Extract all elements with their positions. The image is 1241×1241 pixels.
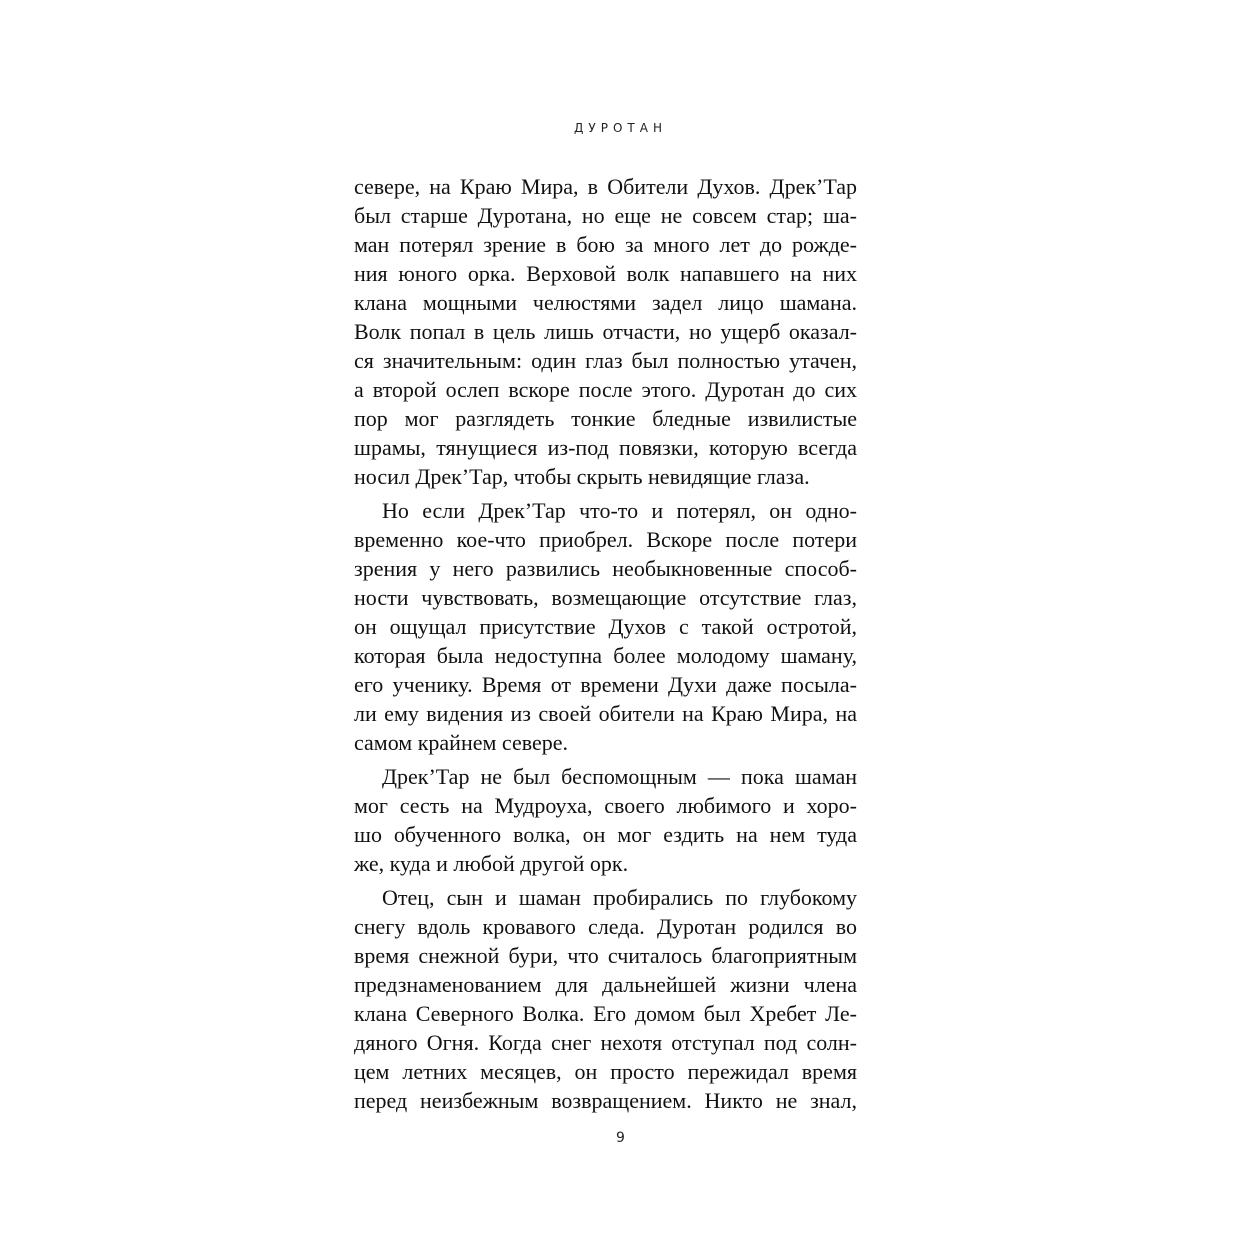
text-line: ности чувствовать, возмещающие отсутствие глаз, bbox=[354, 585, 857, 610]
text-line: ман потерял зрение в бою за много лет до рожде- bbox=[354, 232, 857, 257]
text-line: носил Дрек’Тар, чтобы скрыть невидящие глаза. bbox=[354, 464, 810, 489]
text-line: время снежной бури, что считалось благоприятным bbox=[354, 943, 857, 968]
text-line: предзнаменованием для дальнейшей жизни члена bbox=[354, 972, 857, 997]
text-line: Дрек’Тар не был беспомощным — пока шаман bbox=[382, 764, 857, 789]
text-line: Волк попал в цель лишь отчасти, но ущерб оказал- bbox=[354, 319, 857, 344]
body-text bbox=[354, 172, 857, 1115]
text-line: а второй ослеп вскоре после этого. Дуротан до сих bbox=[354, 377, 857, 402]
running-head: ДУРОТАН bbox=[574, 121, 667, 135]
text-line: же, куда и любой другой орк. bbox=[354, 851, 629, 876]
text-line: перед неизбежным возвращением. Никто не знал, bbox=[354, 1088, 857, 1113]
text-line: зрения у него развились необыкновенные способ- bbox=[354, 556, 857, 581]
text-line: ния юного орка. Верховой волк напавшего на них bbox=[354, 261, 857, 286]
text-line: клана Северного Волка. Его домом был Хребет Ле- bbox=[354, 1001, 857, 1026]
text-line: пор мог разглядеть тонкие бледные извилистые bbox=[354, 406, 857, 431]
text-line: его ученику. Время от времени Духи даже посыла- bbox=[354, 672, 857, 697]
text-line: которая была недоступна более молодому шаману, bbox=[354, 643, 857, 668]
text-line: Но если Дрек’Тар что-то и потерял, он одно- bbox=[382, 498, 857, 523]
text-line: Отец, сын и шаман пробирались по глубокому bbox=[382, 885, 857, 910]
text-line: снегу вдоль кровавого следа. Дуротан родился во bbox=[354, 914, 857, 939]
text-line: шрамы, тянущиеся из-под повязки, которую всегда bbox=[354, 435, 857, 460]
text-line: шо обученного волка, он мог ездить на нем туда bbox=[354, 822, 857, 847]
text-line: самом крайнем севере. bbox=[354, 730, 568, 755]
text-line: ли ему видения из своей обители на Краю Мира, на bbox=[354, 701, 857, 726]
text-line: цем летних месяцев, он просто пережидал время bbox=[354, 1059, 857, 1084]
text-line: клана мощными челюстями задел лицо шамана. bbox=[354, 290, 857, 315]
text-line: дяного Огня. Когда снег нехотя отступал под солн- bbox=[354, 1030, 857, 1055]
page-number: 9 bbox=[616, 1130, 625, 1146]
paragraph-2 bbox=[354, 496, 857, 757]
text-line: мог сесть на Мудроуха, своего любимого и хоро- bbox=[354, 793, 857, 818]
text-line: он ощущал присутствие Духов с такой остротой, bbox=[354, 614, 857, 639]
text-line: ся значительным: один глаз был полностью утачен, bbox=[354, 348, 857, 373]
paragraph-3 bbox=[354, 762, 857, 878]
paragraph-4 bbox=[354, 883, 857, 1115]
paragraph-1 bbox=[354, 172, 857, 491]
text-line: был старше Дуротана, но еще не совсем стар; ша- bbox=[354, 203, 857, 228]
text-line: севере, на Краю Мира, в Обители Духов. Дрек’Тар bbox=[354, 174, 857, 199]
text-line: временно кое-что приобрел. Вскоре после потери bbox=[354, 527, 857, 552]
